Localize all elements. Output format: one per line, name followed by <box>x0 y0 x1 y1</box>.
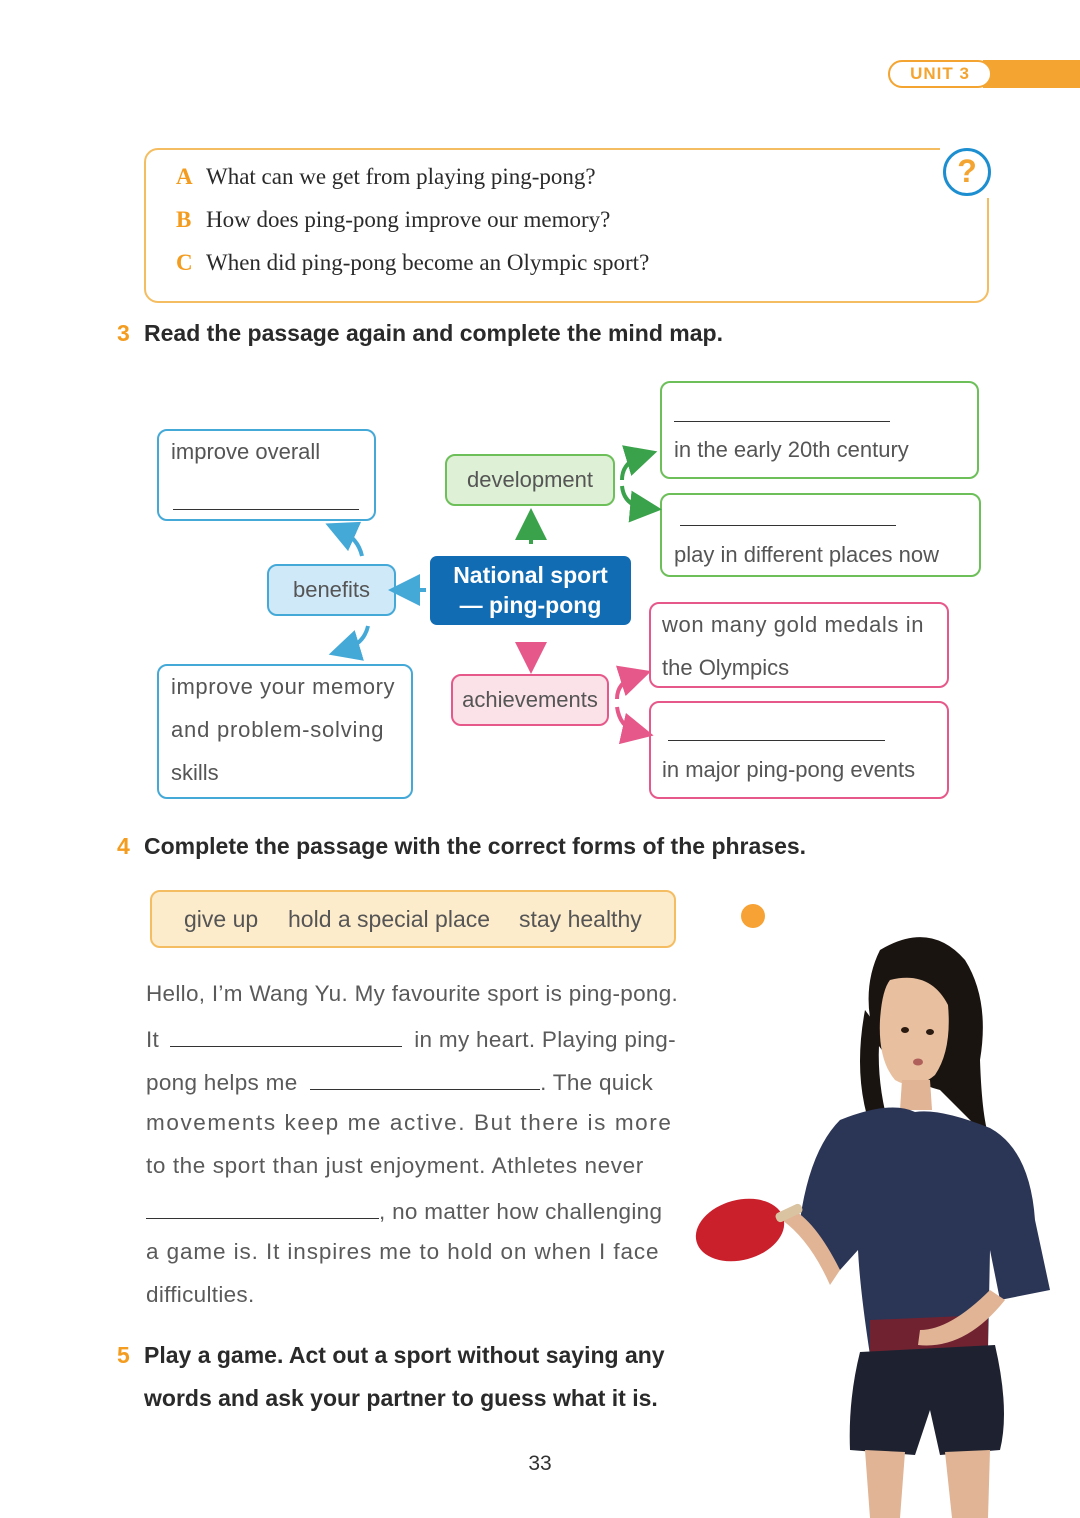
benefits-node: benefits <box>267 564 396 616</box>
passage-line-2: It in my heart. Playing ping- <box>146 1024 678 1053</box>
development-box-2: play in different places now <box>660 493 981 577</box>
achievements-node: achievements <box>451 674 609 726</box>
option-b: B How does ping-pong improve our memory? <box>176 207 611 232</box>
phrase-box <box>150 890 676 948</box>
benefit-box-2: improve your memory and problem-solving skills <box>157 664 413 799</box>
section-4-heading: 4 Complete the passage with the correct forms of the phrases. <box>117 833 807 859</box>
unit-label: UNIT 3 <box>888 60 992 88</box>
development-node: development <box>445 454 615 506</box>
option-a: A What can we get from playing ping-pong? <box>176 164 596 189</box>
phrase-3: stay healthy <box>519 906 642 932</box>
arrow-to-dev-1 <box>622 456 642 480</box>
arrow-to-ach-1 <box>617 676 636 699</box>
ping-pong-ball-icon <box>741 904 765 928</box>
development-box-1: in the early 20th century <box>660 381 979 479</box>
phrase-1: give up <box>184 906 259 932</box>
passage-line-6: , no matter how challenging <box>146 1196 678 1225</box>
passage-line-8: difficulties. <box>146 1282 255 1307</box>
answer-blank[interactable] <box>146 1196 379 1219</box>
answer-blank[interactable] <box>310 1067 540 1090</box>
phrase-2: hold a special place <box>288 906 491 932</box>
passage-line-3: pong helps me . The quick <box>146 1067 678 1096</box>
passage-line-4: movements keep me active. But there is more <box>146 1110 673 1135</box>
question-mark-icon: ? <box>943 148 991 196</box>
achievement-box-2: in major ping-pong events <box>649 701 949 799</box>
passage-line-1: Hello, I’m Wang Yu. My favourite sport is ping-pong. <box>146 981 679 1006</box>
section-3-heading: 3 Read the passage again and complete the mind map. <box>117 320 723 346</box>
arrow-to-benefit-2 <box>344 626 368 650</box>
achievement-box-1: won many gold medals in the Olympics <box>649 602 949 688</box>
benefit-box-1: improve overall <box>157 429 376 521</box>
answer-blank[interactable] <box>170 1024 402 1047</box>
arrow-to-dev-2 <box>622 486 646 508</box>
arrow-to-benefit-1 <box>340 530 362 556</box>
section-5-heading-line-2: words and ask your partner to guess what it is. <box>144 1385 658 1411</box>
option-c: C When did ping-pong become an Olympic sport? <box>176 250 650 275</box>
passage-line-7: a game is. It inspires me to hold on when I face <box>146 1239 660 1264</box>
page-number: 33 <box>528 1452 552 1475</box>
center-node: National sport — ping-pong <box>430 556 631 625</box>
passage-line-5: to the sport than just enjoyment. Athletes never <box>146 1153 644 1178</box>
ping-pong-player-image <box>690 890 1080 1518</box>
section-5-heading: 5 Play a game. Act out a sport without saying any <box>117 1342 665 1368</box>
arrow-to-ach-2 <box>617 707 638 732</box>
